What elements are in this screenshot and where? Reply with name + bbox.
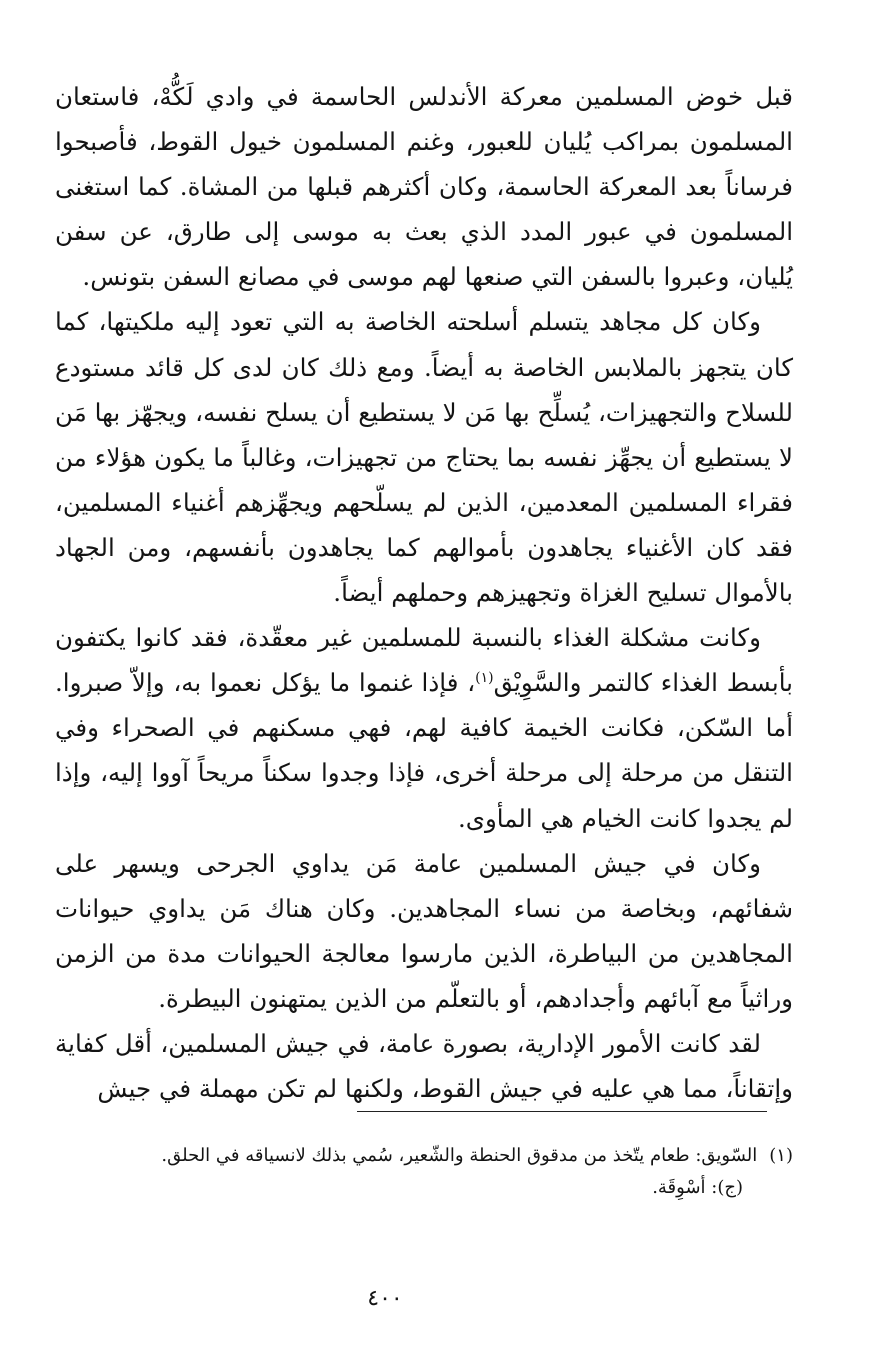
paragraph-3-part-1: وكانت مشكلة الغذاء بالنسبة للمسلمين غير معقّدة، فقد كانوا يكتفون بأبسط الغذاء كالتمر والسَّوِيْق <box>55 623 793 698</box>
paragraph-3-part-2: ، فإذا غنموا ما يؤكل نعموا به، وإلاّ صبروا. أما السّكن، فكانت الخيمة كافية لهم، فهي مسكنهم في الصحراء وفي التنقل من مرحلة إلى مرحلة أخرى، فإذا وجدوا سكناً مريحاً آووا إليه، وإذا لم يجدوا كانت الخيام هي المأوى. <box>55 668 793 833</box>
footnote-marker[interactable]: (١) <box>475 670 494 687</box>
footnote-line-1 <box>48 1140 793 1172</box>
paragraph-5: لقد كانت الأمور الإدارية، بصورة عامة، في جيش المسلمين، أقل كفاية وإتقاناً، مما هي عليه في جيش القوط، ولكنها لم تكن مهملة في جيش <box>55 1028 793 1104</box>
paragraph-1: قبل خوض المسلمين معركة الأندلس الحاسمة في وادي لَكُّهْ، فاستعان المسلمون بمراكب يُليان للعبور، وغنم المسلمون خيول القوط، فأصبحوا فرساناً بعد المعركة الحاسمة، وكان أكثرهم قبلها من المشاة. كما استغنى المسلمون في عبور المدد الذي بعث به موسى إلى طارق، عن سفن يُليان، وعبروا بالسفن التي صنعها لهم موسى في مصانع السفن بتونس. <box>55 82 793 292</box>
paragraph-4: وكان في جيش المسلمين عامة مَن يداوي الجرحى ويسهر على شفائهم، وبخاصة من نساء المجاهدين. وكان هناك مَن يداوي حيوانات المجاهدين من البياطرة، الذين مارسوا معالجة الحيوانات مدة من الزمن وراثياً مع آبائهم وأجدادهم، أو بالتعلّم من الذين يمتهنون البيطرة. <box>55 848 793 1013</box>
footnote-line-2: (ج): أسْوِقَة. <box>652 1177 743 1198</box>
footnote-text: السّويق: طعام يتّخذ من مدقوق الحنطة والشّعير، سُمي بذلك لانسياقه في الحلق. <box>161 1145 758 1166</box>
footnote-separator <box>357 1111 767 1112</box>
page-number: ٤٠٠ <box>367 1286 403 1311</box>
footnote <box>48 1140 793 1204</box>
main-text <box>55 74 793 1111</box>
footnote-number: (١) <box>769 1145 793 1166</box>
paragraph-3 <box>55 615 793 840</box>
paragraph-2: وكان كل مجاهد يتسلم أسلحته الخاصة به التي تعود إليه ملكيتها، كما كان يتجهز بالملابس الخاصة به أيضاً. ومع ذلك كان لدى كل قائد مستودع للسلاح والتجهيزات، يُسلِّح بها مَن لا يستطيع أن يسلح نفسه، ويجهّز بها مَن لا يستطيع أن يجهِّز نفسه بما يحتاج من تجهيزات، وغالباً ما يكون هؤلاء من فقراء المسلمين المعدمين، الذين لم يسلّحهم ويجهِّزهم أغنياء المسلمين، فقد كان الأغنياء يجاهدون بأموالهم كما يجاهدون بأنفسهم، ومن الجهاد بالأموال تسليح الغزاة وتجهيزهم وحملهم أيضاً. <box>55 307 793 608</box>
